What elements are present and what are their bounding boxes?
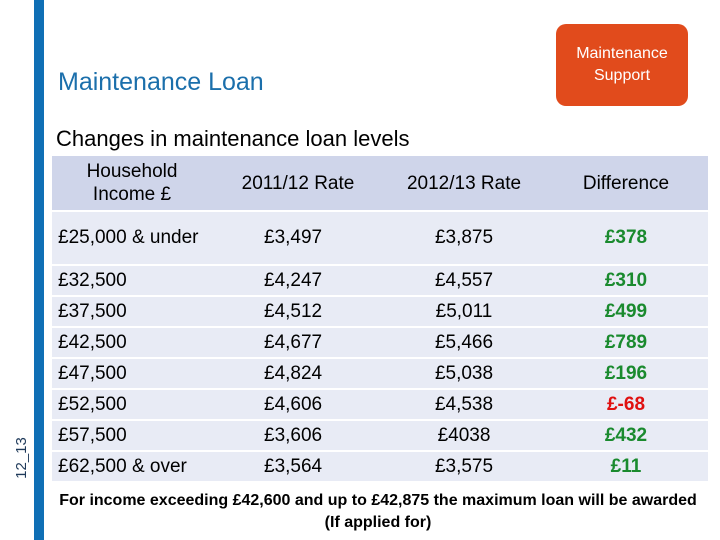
rate-2011-cell: £3,606 bbox=[212, 420, 384, 451]
rate-2011-cell: £3,564 bbox=[212, 451, 384, 482]
rate-2012-cell: £4,538 bbox=[384, 389, 544, 420]
rate-2012-cell: £5,011 bbox=[384, 296, 544, 327]
side-strip bbox=[34, 0, 44, 540]
maintenance-support-button[interactable]: Maintenance Support bbox=[556, 24, 688, 106]
table-row bbox=[52, 358, 708, 389]
rate-2012-cell: £4,557 bbox=[384, 265, 544, 296]
footnote: For income exceeding £42,600 and up to £42,875 the maximum loan will be awarded (If applied for) bbox=[59, 492, 697, 531]
table-row bbox=[52, 420, 708, 451]
difference-cell: £-68 bbox=[544, 389, 708, 420]
table-header-row bbox=[52, 156, 708, 211]
page-title: Maintenance Loan bbox=[58, 68, 264, 96]
income-cell: £52,500 bbox=[52, 389, 212, 420]
rate-2012-cell: £5,038 bbox=[384, 358, 544, 389]
table-row bbox=[52, 327, 708, 358]
difference-cell: £378 bbox=[544, 211, 708, 265]
rate-2011-cell: £4,677 bbox=[212, 327, 384, 358]
table-row bbox=[52, 296, 708, 327]
rate-2012-cell: £3,575 bbox=[384, 451, 544, 482]
rate-2011-cell: £4,247 bbox=[212, 265, 384, 296]
table-row bbox=[52, 389, 708, 420]
header-2011-rate: 2011/12 Rate bbox=[212, 156, 384, 211]
rate-2011-cell: £4,824 bbox=[212, 358, 384, 389]
difference-cell: £310 bbox=[544, 265, 708, 296]
rate-2012-cell: £4038 bbox=[384, 420, 544, 451]
header-household-income: Household Income £ bbox=[52, 156, 212, 211]
income-cell: £32,500 bbox=[52, 265, 212, 296]
rate-2012-cell: £5,466 bbox=[384, 327, 544, 358]
loan-table bbox=[52, 156, 708, 483]
income-cell: £57,500 bbox=[52, 420, 212, 451]
table-row bbox=[52, 211, 708, 265]
rate-2011-cell: £4,606 bbox=[212, 389, 384, 420]
rate-2011-cell: £4,512 bbox=[212, 296, 384, 327]
slide-number-label: 12_13 bbox=[13, 437, 30, 479]
header-difference: Difference bbox=[544, 156, 708, 211]
table-row bbox=[52, 451, 708, 482]
side-bar bbox=[0, 0, 44, 540]
income-cell: £37,500 bbox=[52, 296, 212, 327]
income-cell: £62,500 & over bbox=[52, 451, 212, 482]
difference-cell: £789 bbox=[544, 327, 708, 358]
income-cell: £25,000 & under bbox=[52, 211, 212, 265]
difference-cell: £499 bbox=[544, 296, 708, 327]
rate-2012-cell: £3,875 bbox=[384, 211, 544, 265]
subtitle: Changes in maintenance loan levels bbox=[56, 126, 410, 151]
difference-cell: £432 bbox=[544, 420, 708, 451]
income-cell: £47,500 bbox=[52, 358, 212, 389]
difference-cell: £11 bbox=[544, 451, 708, 482]
income-cell: £42,500 bbox=[52, 327, 212, 358]
table-row bbox=[52, 265, 708, 296]
header-2012-rate: 2012/13 Rate bbox=[384, 156, 544, 211]
difference-cell: £196 bbox=[544, 358, 708, 389]
rate-2011-cell: £3,497 bbox=[212, 211, 384, 265]
